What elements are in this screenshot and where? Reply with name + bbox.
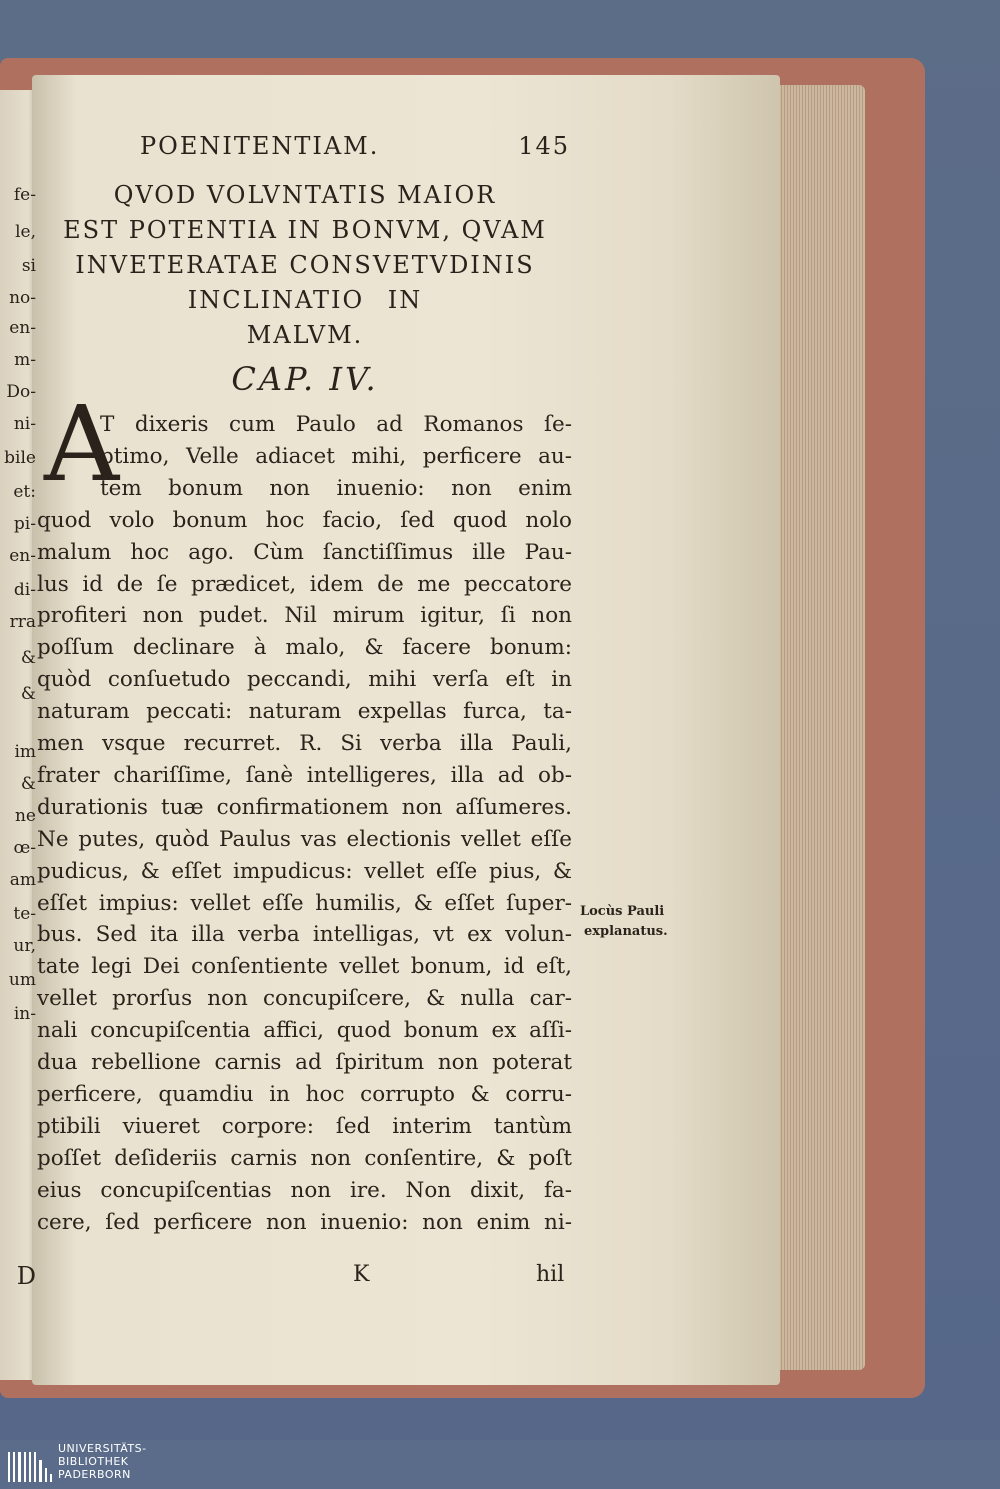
left-page-fragment: & [20,648,36,668]
heading-line: MALVM. [246,321,364,349]
body-line: frater chariſſime, ſanè intelligeres, illa ad ob- [37,762,572,788]
heading-line: INCLINATIO IN [187,286,423,314]
body-line: durationis tuæ confirmationem non aſſumeres. [37,794,572,820]
marginal-note [580,902,668,942]
body-line: cere, ſed perficere non inuenio: non enim ni- [37,1209,572,1235]
library-footer [0,1440,1000,1489]
body-line: tate legi Dei conſentiente vellet bonum, id eſt, [37,954,572,980]
marginal-note-line: Locùs Pauli [580,904,665,919]
page-edges [770,85,865,1370]
body-line: nali concupiſcentia affici, quod bonum ex aſſi- [37,1018,572,1044]
left-page-fragment: no- [9,288,36,308]
left-page-fragment: pi- [13,514,36,534]
left-page-fragment: ne [14,806,36,826]
marginal-note-line: explanatus. [584,924,668,939]
body-line: profiteri non pudet. Nil mirum igitur, ſi non [37,603,572,629]
body-line: eſſet impius: vellet eſſe humilis, & eſſet ſuper- [37,890,572,916]
library-name-line: BIBLIOTHEK [58,1455,129,1468]
running-title: POENITENTIAM. [140,132,380,160]
left-page-fragment: bile [4,448,36,468]
body-line: quod volo bonum hoc facio, ſed quod nolo [37,507,572,533]
left-page-fragment: & [20,684,36,704]
body-line: poſſet deſideriis carnis non conſentire, & poſt [37,1145,572,1171]
body-line: poſſum declinare à malo, & facere bonum: [37,635,572,661]
left-page-fragment: im [14,742,36,762]
body-line: pudicus, & eſſet impudicus: vellet eſſe pius, & [37,858,572,884]
left-page-fragment: en- [9,318,36,338]
body-line: men vsque recurret. R. Si verba illa Pauli, [37,731,572,756]
signature-mark: K [353,1262,370,1287]
library-name [58,1442,147,1481]
left-page-fragment: en- [9,546,36,566]
library-name-line: UNIVERSITÄTS- [58,1442,147,1455]
left-page-fragment: et: [13,482,36,502]
left-page-fragment: œ- [13,838,36,858]
left-page-fragment: Do- [6,382,36,402]
library-logo-icon [8,1442,52,1482]
left-page-fragment: fe- [13,185,36,205]
body-line: T dixeris cum Paulo ad Romanos ſe- [100,412,572,437]
page-number: 145 [518,132,570,160]
left-page-fragment: rra [9,612,36,632]
body-line: Ne putes, quòd Paulus vas electionis vellet eſſe [37,826,572,852]
catchword: hil [536,1262,565,1287]
left-page-fragment: am [9,870,36,890]
body-line: malum hoc ago. Cùm ſanctiſſimus ille Pau- [37,539,572,565]
body-line: naturam peccati: naturam expellas furca, ta- [37,699,572,725]
body-line: perficere, quamdiu in hoc corrupto & corru- [37,1081,572,1107]
left-page-fragment: di- [13,580,36,600]
left-page-fragment: in- [13,1004,36,1024]
heading-line: QVOD VOLVNTATIS MAIOR [113,181,497,209]
left-page-fragment: um [8,970,36,990]
heading-line: INVETERATAE CONSVETVDINIS [75,251,535,279]
left-page-fragment: si [21,256,36,276]
body-line: quòd conſuetudo peccandi, mihi verſa eſt in [37,667,572,693]
body-line: dua rebellione carnis ad ſpiritum non poterat [37,1050,572,1075]
left-page-fragment: m- [14,350,36,370]
body-line: ptibili viueret corpore: ſed interim tantùm [37,1113,572,1139]
body-line: bus. Sed ita illa verba intelligas, vt ex volun- [37,922,572,948]
library-name-line: PADERBORN [58,1468,131,1481]
body-line: lus id de ſe prædicet, idem de me peccatore [37,571,572,597]
body-line: vellet prorſus non concupiſcere, & nulla car- [37,986,572,1012]
left-page-fragment: le, [15,222,36,242]
body-line: eius concupiſcentias non ire. Non dixit, fa- [37,1177,572,1203]
heading-line: EST POTENTIA IN BONVM, QVAM [63,216,547,244]
chapter-number: CAP. IV. [231,360,379,398]
left-page-fragment: & [20,774,36,794]
left-page-fragment: D [16,1262,36,1290]
left-page-fragment: ni- [13,414,36,434]
drop-cap: A [44,383,120,505]
left-page-fragment: te- [13,904,36,924]
body-line: ptimo, Velle adiacet mihi, perficere au- [100,443,572,469]
left-page-fragment: ur, [13,936,36,956]
running-header [140,132,570,160]
chapter-heading [30,178,580,353]
body-line: tem bonum non inuenio: non enim [100,475,572,501]
